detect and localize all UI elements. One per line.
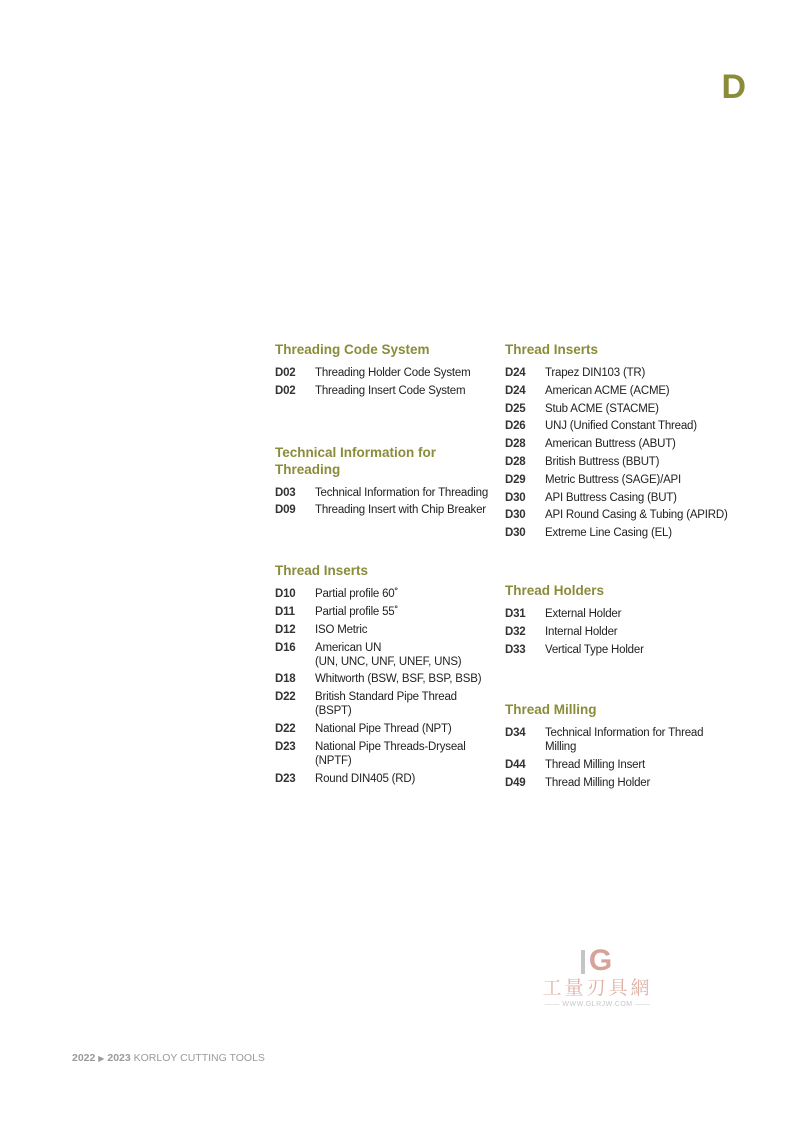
page-code: D29 bbox=[505, 473, 526, 486]
page-code: D24 bbox=[505, 367, 526, 379]
page-code: D24 bbox=[505, 384, 526, 397]
entry-label: Technical Information for Threading bbox=[315, 486, 489, 499]
toc-entry[interactable] bbox=[275, 722, 500, 736]
entry-label: Stub ACME (STACME) bbox=[545, 402, 659, 415]
entry-label-line1: American UN bbox=[315, 641, 382, 654]
toc-entry[interactable] bbox=[275, 366, 500, 380]
entry-label: Partial profile 55˚ bbox=[315, 605, 399, 618]
page-code: D28 bbox=[505, 438, 526, 451]
page-code: D26 bbox=[505, 420, 526, 433]
entry-label-line2: (NPTF) bbox=[315, 754, 352, 767]
section-title: Thread Milling bbox=[505, 702, 597, 718]
toc-entry[interactable] bbox=[275, 672, 500, 686]
toc-entry[interactable] bbox=[275, 690, 500, 718]
watermark bbox=[530, 945, 665, 1008]
page-code: D12 bbox=[275, 623, 296, 636]
page-code: D10 bbox=[275, 588, 296, 601]
entry-label: Extreme Line Casing (EL) bbox=[545, 527, 672, 540]
entry-label bbox=[315, 690, 500, 718]
page-code: D02 bbox=[275, 367, 296, 379]
section-title: Thread Inserts bbox=[275, 563, 369, 579]
toc-entry[interactable] bbox=[505, 402, 730, 416]
entry-label: Vertical Type Holder bbox=[545, 643, 644, 656]
page-code: D44 bbox=[505, 759, 526, 772]
section-title bbox=[275, 444, 500, 478]
page-code: D22 bbox=[275, 691, 296, 704]
section-threading-code-system bbox=[275, 341, 500, 398]
toc-entry[interactable] bbox=[505, 758, 730, 772]
page-code: D28 bbox=[505, 455, 526, 468]
page-code: D25 bbox=[505, 402, 526, 415]
toc-entry[interactable] bbox=[505, 726, 730, 754]
entry-label: Round DIN405 (RD) bbox=[315, 772, 416, 785]
toc-entry[interactable] bbox=[505, 526, 730, 540]
entry-label: Partial profile 60˚ bbox=[315, 588, 399, 601]
entry-label: Trapez DIN103 (TR) bbox=[545, 367, 646, 379]
section-technical-information bbox=[275, 444, 500, 518]
section-title-line2: Threading bbox=[275, 461, 341, 477]
toc-entry[interactable] bbox=[505, 437, 730, 451]
toc-entry[interactable] bbox=[275, 384, 500, 398]
toc-entry[interactable] bbox=[505, 508, 730, 522]
section-thread-inserts-a bbox=[275, 562, 500, 785]
page-code: D32 bbox=[505, 625, 526, 638]
page-code: D49 bbox=[505, 776, 526, 789]
toc-entry[interactable] bbox=[275, 641, 500, 669]
entry-label: Thread Milling Insert bbox=[545, 759, 645, 772]
toc-entry[interactable] bbox=[505, 776, 730, 790]
section-title: Threading Code System bbox=[275, 342, 430, 357]
section-title-line1: Technical Information for bbox=[275, 444, 437, 460]
entry-label: UNJ (Unified Constant Thread) bbox=[545, 420, 697, 433]
toc-entry[interactable] bbox=[505, 366, 730, 380]
entry-label: Whitworth (BSW, BSF, BSP, BSB) bbox=[315, 673, 482, 686]
entry-label: Threading Insert Code System bbox=[315, 384, 466, 397]
entry-label bbox=[315, 740, 500, 768]
section-thread-inserts-b bbox=[505, 341, 730, 540]
page-code: D30 bbox=[505, 491, 526, 504]
chapter-letter: D bbox=[721, 68, 746, 106]
section-thread-milling bbox=[505, 701, 730, 790]
entry-label: Thread Milling Holder bbox=[545, 776, 651, 789]
toc-entry[interactable] bbox=[275, 587, 500, 601]
section-title: Thread Inserts bbox=[505, 342, 599, 357]
page-code: D30 bbox=[505, 527, 526, 540]
entry-label: American ACME (ACME) bbox=[545, 384, 670, 397]
page-code: D23 bbox=[275, 772, 296, 785]
entry-label: Metric Buttress (SAGE)/API bbox=[545, 473, 682, 486]
entry-label-line1: National Pipe Threads-Dryseal bbox=[315, 740, 466, 753]
page-code: D31 bbox=[505, 607, 526, 620]
right-column bbox=[505, 341, 730, 794]
toc-entry[interactable] bbox=[505, 643, 730, 657]
toc-entry[interactable] bbox=[505, 625, 730, 639]
toc-entry[interactable] bbox=[275, 623, 500, 637]
page-code: D33 bbox=[505, 643, 526, 656]
footer-year-start: 2022 bbox=[72, 1052, 96, 1064]
page-code: D30 bbox=[505, 509, 526, 522]
entry-label-line2: (UN, UNC, UNF, UNEF, UNS) bbox=[315, 655, 462, 668]
toc-entry[interactable] bbox=[275, 503, 500, 517]
page-code: D02 bbox=[275, 384, 296, 397]
watermark-url: —— WWW.GLRJW.COM —— bbox=[544, 1001, 651, 1008]
page-code: D16 bbox=[275, 641, 296, 654]
entry-label: Threading Holder Code System bbox=[315, 367, 471, 379]
toc-entry[interactable] bbox=[275, 740, 500, 768]
page-code: D03 bbox=[275, 486, 296, 499]
toc-entry[interactable] bbox=[505, 607, 730, 621]
page-code: D34 bbox=[505, 727, 526, 740]
entry-label-line2: (BSPT) bbox=[315, 705, 352, 718]
toc-entry[interactable] bbox=[275, 605, 500, 619]
play-arrow-icon: ▶ bbox=[98, 1054, 105, 1063]
page-footer bbox=[72, 1052, 265, 1064]
watermark-logo-text: G bbox=[588, 944, 615, 977]
section-title: Thread Holders bbox=[505, 582, 605, 598]
entry-label: Threading Insert with Chip Breaker bbox=[315, 504, 486, 517]
entry-label: British Buttress (BBUT) bbox=[545, 455, 660, 468]
page-code: D22 bbox=[275, 722, 296, 735]
page-code: D18 bbox=[275, 673, 296, 686]
toc-entry[interactable] bbox=[505, 419, 730, 433]
entry-label: API Round Casing & Tubing (APIRD) bbox=[545, 509, 728, 522]
toc-entry[interactable] bbox=[505, 491, 730, 505]
left-column bbox=[275, 341, 500, 789]
toc-entry[interactable] bbox=[505, 384, 730, 398]
watermark-chinese-text: 工量刃具網 bbox=[542, 978, 653, 999]
toc-entry[interactable] bbox=[505, 473, 730, 487]
entry-label: American Buttress (ABUT) bbox=[545, 438, 676, 451]
footer-year-end: 2023 bbox=[107, 1052, 131, 1064]
toc-entry[interactable] bbox=[505, 455, 730, 469]
toc-entry[interactable] bbox=[275, 772, 500, 786]
entry-label: API Buttress Casing (BUT) bbox=[545, 491, 677, 504]
entry-label bbox=[315, 641, 500, 669]
entry-label: Technical Information for Thread Milling bbox=[545, 727, 704, 754]
entry-label: National Pipe Thread (NPT) bbox=[315, 722, 452, 735]
page-code: D11 bbox=[275, 605, 295, 618]
page-code: D09 bbox=[275, 504, 296, 517]
page-code: D23 bbox=[275, 740, 296, 753]
entry-label-line1: British Standard Pipe Thread bbox=[315, 691, 457, 704]
footer-brand: KORLOY CUTTING TOOLS bbox=[133, 1052, 265, 1064]
toc-entry[interactable] bbox=[275, 486, 500, 500]
entry-label: External Holder bbox=[545, 607, 622, 620]
section-thread-holders bbox=[505, 582, 730, 657]
entry-label: Internal Holder bbox=[545, 625, 618, 638]
watermark-logo-icon bbox=[530, 945, 665, 977]
entry-label: ISO Metric bbox=[315, 623, 368, 636]
